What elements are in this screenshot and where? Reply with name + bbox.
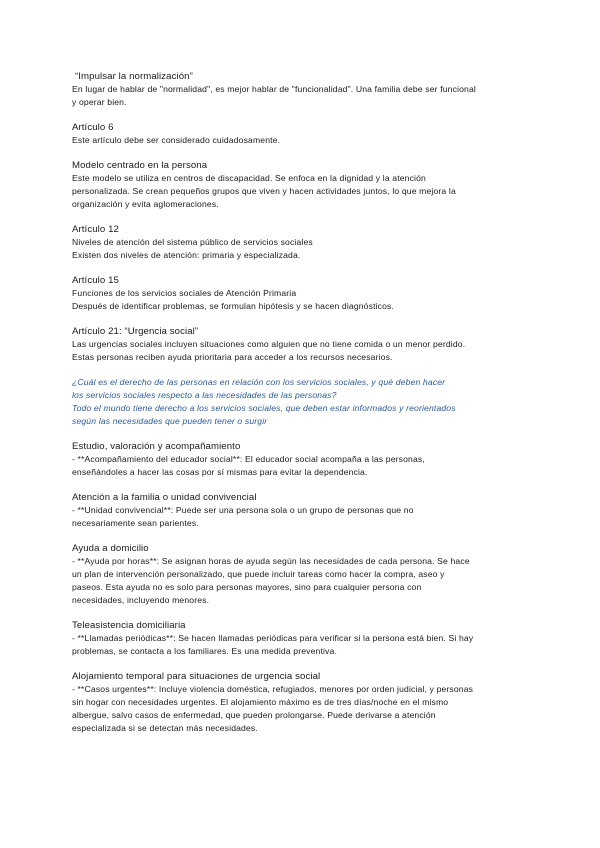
section-heading: Artículo 21: “Urgencia social” [72, 326, 199, 337]
text-line: organización y evita aglomeraciones. [72, 199, 219, 209]
text-line: - **Ayuda por horas**: Se asignan horas de ayuda según las necesidades de cada persona. Se hace [72, 556, 470, 566]
text-line: Este modelo se utiliza en centros de discapacidad. Se enfoca en la dignidad y la atención [72, 173, 426, 183]
section-heading: Artículo 12 [72, 224, 119, 235]
document-page [72, 70, 534, 747]
text-line: albergue, salvo casos de enfermedad, que pueden prolongarse. Puede derivarse a atención [72, 710, 436, 720]
section-heading: Artículo 15 [72, 275, 119, 286]
section-heading: “Impulsar la normalización” [75, 71, 193, 82]
section-articulo-6 [72, 121, 534, 147]
text-line: Después de identificar problemas, se formulan hipótesis y se hacen diagnósticos. [72, 301, 395, 311]
answer-line: según las necesidades que pueden tener o surgir [72, 416, 268, 426]
text-line: un plan de intervención personalizado, que puede incluir tareas como hacer la compra, aseo y [72, 569, 445, 579]
answer-line: Todo el mundo tiene derecho a los servicios sociales, que deben estar informados y reorientados [72, 403, 456, 413]
section-articulo-12 [72, 223, 534, 262]
section-modelo-persona [72, 159, 534, 211]
service-heading: Estudio, valoración y acompañamiento [72, 441, 241, 452]
text-line: - **Unidad convivencial**: Puede ser una persona sola o un grupo de personas que no [72, 505, 414, 515]
question-line: los servicios sociales respecto a las necesidades de las personas? [72, 390, 337, 400]
section-heading: Modelo centrado en la persona [72, 160, 208, 171]
question-block [72, 376, 534, 428]
service-teleasistencia [72, 619, 534, 658]
service-alojamiento [72, 670, 534, 735]
service-heading: Atención a la familia o unidad convivencial [72, 492, 257, 503]
text-line: y operar bien. [72, 97, 127, 107]
text-line: problemas, se contacta a los familiares. Es una medida preventiva. [72, 646, 337, 656]
section-normalizacion [72, 70, 534, 109]
section-articulo-15 [72, 274, 534, 313]
text-line: personalizada. Se crean pequeños grupos que viven y hacen actividades juntos, lo que mejora la [72, 186, 456, 196]
text-line: necesariamente sean parientes. [72, 518, 199, 528]
service-familia [72, 491, 534, 530]
text-line: Este artículo debe ser considerado cuidadosamente. [72, 135, 281, 145]
service-heading: Ayuda a domicilio [72, 543, 149, 554]
section-heading: Artículo 6 [72, 122, 114, 133]
service-heading: Alojamiento temporal para situaciones de urgencia social [72, 671, 321, 682]
service-heading: Teleasistencia domiciliaria [72, 620, 186, 631]
text-line: Niveles de atención del sistema público de servicios sociales [72, 237, 313, 247]
service-estudio [72, 440, 534, 479]
text-line: Existen dos niveles de atención: primaria y especializada. [72, 250, 301, 260]
text-line: - **Casos urgentes**: Incluye violencia doméstica, refugiados, menores por orden judicial, y personas [72, 684, 474, 694]
service-ayuda-domicilio [72, 542, 534, 607]
text-line: - **Llamadas periódicas**: Se hacen llamadas periódicas para verificar si la persona está bien. Si hay [72, 633, 474, 643]
section-articulo-21 [72, 325, 534, 364]
text-line: sin hogar con necesidades urgentes. El alojamiento máximo es de tres días/noche en el mismo [72, 697, 449, 707]
text-line: Las urgencias sociales incluyen situaciones como alguien que no tiene comida o un menor perdido. [72, 339, 466, 349]
text-line: Funciones de los servicios sociales de Atención Primaria [72, 288, 297, 298]
text-line: enseñándoles a hacer las cosas por sí mismas para evitar la dependencia. [72, 467, 368, 477]
question-line: ¿Cuál es el derecho de las personas en relación con los servicios sociales, y qué deben hacer [72, 377, 446, 387]
text-line: paseos. Esta ayuda no es solo para personas mayores, sino para cualquier persona con [72, 582, 422, 592]
text-line: necesidades, incluyendo menores. [72, 595, 210, 605]
text-line: especializada si se detectan más necesidades. [72, 723, 258, 733]
text-line: - **Acompañamiento del educador social**: El educador social acompaña a las personas, [72, 454, 425, 464]
text-line: En lugar de hablar de "normalidad", es mejor hablar de "funcionalidad". Una familia debe ser funcional [72, 84, 476, 94]
text-line: Estas personas reciben ayuda prioritaria para acceder a los recursos necesarios. [72, 352, 393, 362]
